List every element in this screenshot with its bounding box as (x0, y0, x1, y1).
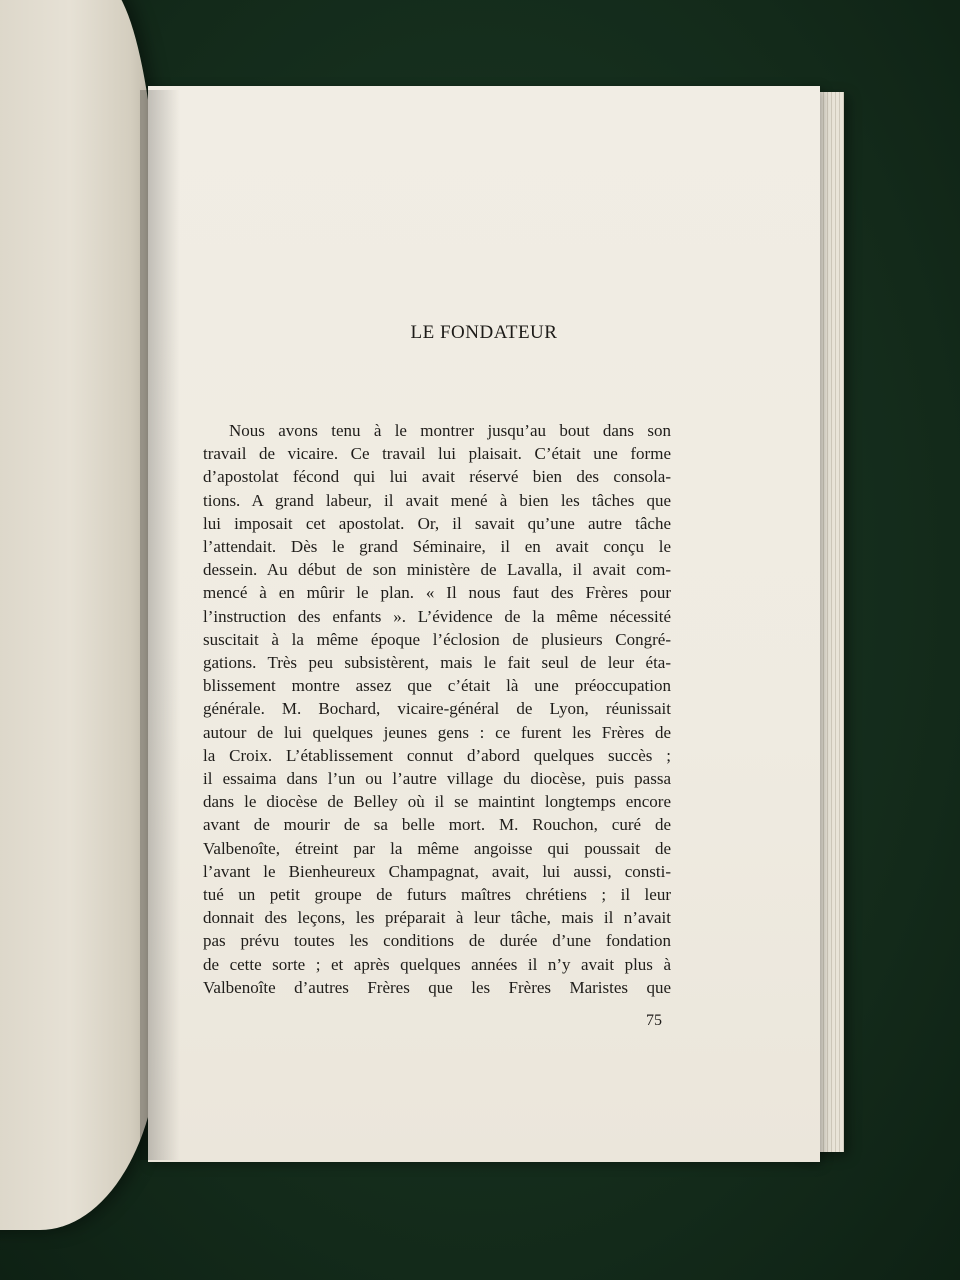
text-line: dessein. Au début de son ministère de Lavalla, il avait com- (203, 560, 671, 580)
book-page (148, 86, 820, 1162)
page-number: 75 (646, 1012, 662, 1029)
text-line: avant de mourir de sa belle mort. M. Rouchon, curé de (203, 815, 671, 835)
text-line: l’attendait. Dès le grand Séminaire, il en avait conçu le (203, 537, 671, 557)
text-line: de cette sorte ; et après quelques années il n’y avait plus à (203, 954, 671, 974)
body-paragraph (203, 419, 671, 999)
text-line: tué un petit groupe de futurs maîtres chrétiens ; il leur (203, 885, 671, 905)
text-line: suscitait à la même époque l’éclosion de plusieurs Congré- (203, 629, 671, 649)
text-line: Nous avons tenu à le montrer jusqu’au bout dans son (229, 421, 671, 440)
text-line: Valbenoîte, étreint par la même angoisse qui poussait de (203, 838, 671, 858)
left-facing-page (0, 0, 160, 1230)
text-line: mencé à en mûrir le plan. « Il nous faut des Frères pour (203, 583, 671, 603)
text-line: d’apostolat fécond qui lui avait réservé bien des consola- (203, 467, 671, 487)
text-line: il essaima dans l’un ou l’autre village du diocèse, puis passa (203, 769, 671, 789)
text-line: Valbenoîte d’autres Frères que les Frères Maristes que (203, 977, 671, 997)
text-line: tions. A grand labeur, il avait mené à bien les tâches que (203, 490, 671, 510)
text-line: l’instruction des enfants ». L’évidence de la même nécessité (203, 606, 671, 626)
text-line: donnait des leçons, les préparait à leur tâche, mais il n’avait (203, 908, 671, 928)
text-line: blissement montre assez que c’était là une préoccupation (203, 676, 671, 696)
text-line: la Croix. L’établissement connut d’abord quelques succès ; (203, 745, 671, 765)
text-line: gations. Très peu subsistèrent, mais le fait seul de leur éta- (203, 653, 671, 673)
text-line: l’avant le Bienheureux Champagnat, avait, lui aussi, consti- (203, 861, 671, 881)
text-line: travail de vicaire. Ce travail lui plaisait. C’était une forme (203, 444, 671, 464)
chapter-title: LE FONDATEUR (410, 322, 558, 343)
text-line: générale. M. Bochard, vicaire-général de Lyon, réunissait (203, 699, 671, 719)
text-line: dans le diocèse de Belley où il se maintint longtemps encore (203, 792, 671, 812)
text-line: pas prévu toutes les conditions de durée d’une fondation (203, 931, 671, 951)
text-line: autour de lui quelques jeunes gens : ce furent les Frères de (203, 722, 671, 742)
text-line: lui imposait cet apostolat. Or, il savait qu’une autre tâche (203, 513, 671, 533)
